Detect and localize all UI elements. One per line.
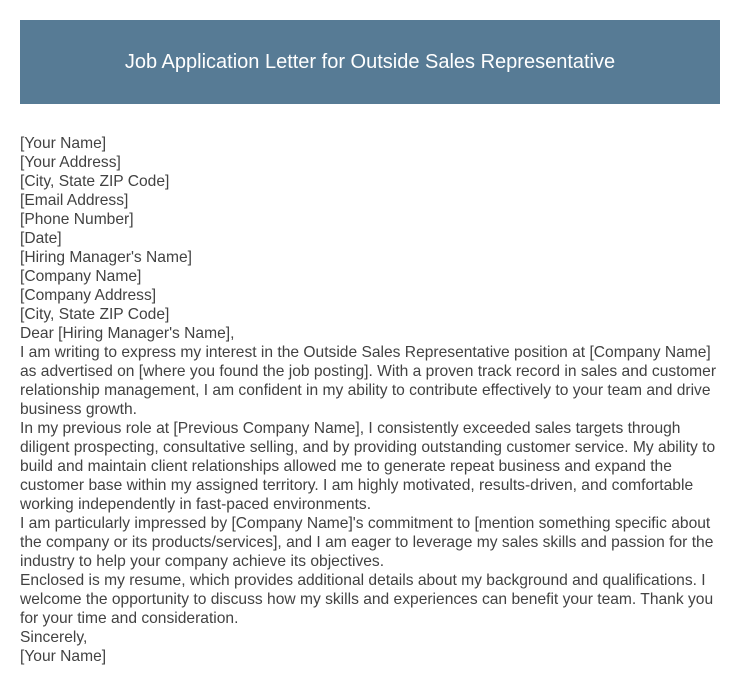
sender-name: [Your Name] — [20, 135, 107, 152]
letter-date: [Date] — [20, 230, 62, 247]
signature: [Your Name] — [20, 648, 107, 665]
recipient-hiring-manager: [Hiring Manager's Name] — [20, 249, 192, 266]
recipient-city-state-zip: [City, State ZIP Code] — [20, 306, 170, 323]
paragraph-intro: I am writing to express my interest in the Outside Sales Representative position at [Company Name] as advertised on [where you found the job posting]. With a proven track record in sales and customer relationship management, I am confident in my ability to contribute effectively to your team and drive business growth. — [20, 344, 717, 418]
sender-phone: [Phone Number] — [20, 211, 134, 228]
salutation: Dear [Hiring Manager's Name], — [20, 325, 235, 342]
sender-city-state-zip: [City, State ZIP Code] — [20, 173, 170, 190]
sender-email: [Email Address] — [20, 192, 129, 209]
page-title: Job Application Letter for Outside Sales Representative — [124, 50, 616, 73]
paragraph-experience: In my previous role at [Previous Company Name], I consistently exceeded sales targets through diligent prospecting, consultative selling, and by providing outstanding customer service. My ability to build and maintain client relationships allowed me to generate repeat business and expand the customer base within my assigned territory. I am highly motivated, results-driven, and comfortable working independently in fast-paced environments. — [20, 420, 716, 513]
letter-title-banner — [20, 20, 720, 104]
closing: Sincerely, — [20, 629, 88, 646]
recipient-company-name: [Company Name] — [20, 268, 142, 285]
letter-body — [20, 134, 720, 666]
paragraph-closing: Enclosed is my resume, which provides additional details about my background and qualifications. I welcome the opportunity to discuss how my skills and experiences can benefit your team. Thank you for your time and consideration. — [20, 572, 714, 627]
recipient-company-address: [Company Address] — [20, 287, 157, 304]
paragraph-interest: I am particularly impressed by [Company Name]'s commitment to [mention something specific about the company or its products/services], and I am eager to leverage my sales skills and passion for the industry to help your company achieve its objectives. — [20, 515, 714, 570]
sender-address: [Your Address] — [20, 154, 121, 171]
